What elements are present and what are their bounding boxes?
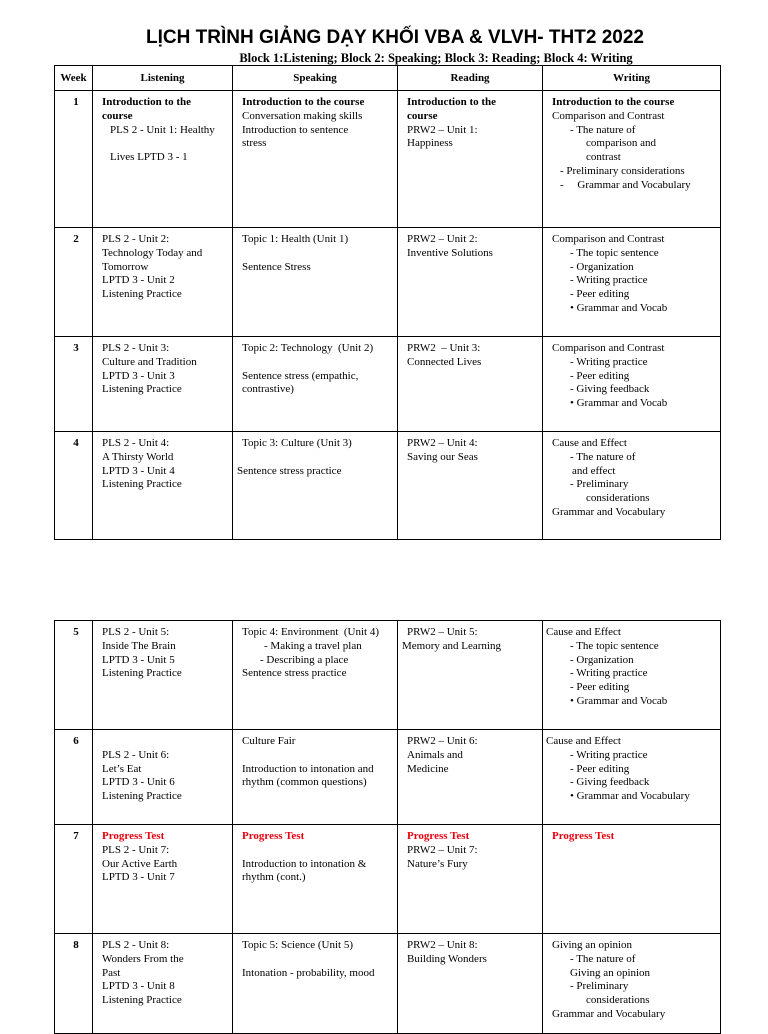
cell-line: comparison and — [586, 137, 656, 150]
cell-line: contrast — [586, 151, 621, 164]
week-number: 2 — [55, 228, 93, 337]
cell-line: course — [407, 109, 438, 122]
cell-line: LPTD 3 - Unit 5 — [102, 653, 175, 666]
week-row-5 — [55, 621, 721, 730]
progress-test-label: Progress Test — [242, 830, 305, 842]
week-row-7 — [55, 825, 721, 934]
cell-line: LPTD 3 - Unit 6 — [102, 776, 175, 789]
header-reading: Reading — [398, 66, 543, 91]
cell-line: Topic 5: Science (Unit 5) — [242, 939, 354, 951]
cell-line: Introduction to the — [102, 96, 192, 108]
cell-line: and effect — [572, 464, 616, 477]
cell-line: Conversation making skills — [242, 109, 363, 122]
cell-line: Inventive Solutions — [407, 246, 493, 259]
cell-line: PLS 2 - Unit 7: — [102, 843, 170, 856]
cell-line: LPTD 3 - Unit 2 — [102, 274, 175, 287]
listening-cell — [93, 934, 233, 1034]
speaking-cell — [233, 228, 398, 337]
cell-line: LPTD 3 - Unit 4 — [102, 464, 175, 477]
listening-cell — [93, 730, 233, 825]
cell-line: Grammar and Vocabulary — [552, 505, 666, 518]
listening-cell — [93, 228, 233, 337]
schedule-table-2 — [54, 620, 721, 1034]
cell-line: Intonation - probability, mood — [242, 966, 375, 979]
cell-line: Sentence stress practice — [237, 464, 342, 477]
cell-line: Listening Practice — [102, 667, 182, 680]
week-row-3 — [55, 337, 721, 432]
week-number: 1 — [55, 91, 93, 228]
cell-line: • Grammar and Vocab — [570, 397, 668, 410]
reading-cell — [398, 934, 543, 1034]
cell-line: Culture Fair — [242, 735, 296, 747]
reading-cell — [398, 432, 543, 540]
cell-line: LPTD 3 - Unit 7 — [102, 871, 175, 884]
writing-cell — [543, 730, 721, 825]
writing-cell — [543, 934, 721, 1034]
progress-test-label: Progress Test — [102, 830, 165, 842]
cell-line: Sentence stress (empathic, — [242, 369, 359, 382]
cell-line: considerations — [586, 994, 650, 1007]
cell-line: Cause and Effect — [546, 735, 621, 747]
cell-line: Listening Practice — [102, 383, 182, 396]
cell-line: Our Active Earth — [102, 857, 178, 870]
week-row-2 — [55, 228, 721, 337]
speaking-cell — [233, 621, 398, 730]
cell-line: PRW2 – Unit 5: — [407, 626, 478, 638]
cell-line: PRW2 – Unit 1: — [407, 123, 478, 136]
cell-line: - Preliminary — [570, 980, 629, 993]
speaking-cell — [233, 730, 398, 825]
cell-line: Medicine — [407, 762, 449, 775]
cell-line: • Grammar and Vocabulary — [570, 790, 690, 803]
cell-line: rhythm (common questions) — [242, 776, 367, 789]
cell-line: - The nature of — [570, 123, 636, 136]
cell-line: Culture and Tradition — [102, 355, 197, 368]
cell-line: Introduction to sentence — [242, 123, 349, 136]
speaking-cell — [233, 91, 398, 228]
cell-line: - Grammar and Vocabulary — [560, 178, 691, 191]
cell-line: Tomorrow — [102, 260, 149, 273]
speaking-cell — [233, 432, 398, 540]
progress-test-label: Progress Test — [407, 830, 470, 842]
cell-line: - Preliminary considerations — [560, 164, 685, 177]
cell-line: Giving an opinion — [570, 966, 651, 979]
cell-line: Introduction to the course — [242, 96, 365, 108]
cell-line: Topic 1: Health (Unit 1) — [242, 233, 349, 245]
block-legend: Block 1:Listening; Block 2: Speaking; Block 3: Reading; Block 4: Writing — [239, 51, 633, 65]
cell-line: PLS 2 - Unit 4: — [102, 437, 170, 449]
listening-cell — [93, 91, 233, 228]
week-number: 7 — [55, 825, 93, 934]
cell-line: - Giving feedback — [570, 776, 650, 789]
week-number: 8 — [55, 934, 93, 1034]
progress-test-label: Progress Test — [552, 830, 615, 842]
writing-cell — [543, 621, 721, 730]
cell-line: Comparison and Contrast — [552, 342, 665, 354]
cell-line: Saving our Seas — [407, 450, 478, 463]
week-row-8 — [55, 934, 721, 1034]
cell-line: Inside The Brain — [102, 639, 176, 652]
header-writing: Writing — [543, 66, 721, 91]
writing-cell — [543, 825, 721, 934]
week-number: 6 — [55, 730, 93, 825]
cell-line: - Writing practice — [570, 667, 648, 680]
reading-cell — [398, 621, 543, 730]
cell-line: Topic 2: Technology (Unit 2) — [242, 342, 374, 354]
cell-line: PLS 2 - Unit 6: — [102, 748, 170, 761]
cell-line: Introduction to intonation and — [242, 762, 374, 775]
cell-line: Lives LPTD 3 - 1 — [110, 151, 188, 164]
cell-line: Topic 4: Environment (Unit 4) — [242, 626, 380, 638]
document-title: LỊCH TRÌNH GIẢNG DẠY KHỐI VBA & VLVH- THT2 2022 — [146, 27, 644, 48]
writing-cell — [543, 228, 721, 337]
cell-line: PRW2 – Unit 7: — [407, 843, 478, 856]
cell-line: - Organization — [570, 653, 634, 666]
cell-line: PLS 2 - Unit 8: — [102, 939, 170, 951]
cell-line: Listening Practice — [102, 994, 182, 1007]
cell-line: stress — [242, 137, 267, 150]
writing-cell — [543, 432, 721, 540]
cell-line: LPTD 3 - Unit 3 — [102, 369, 175, 382]
cell-line: Listening Practice — [102, 790, 182, 803]
cell-line: - Peer editing — [570, 369, 630, 382]
cell-line: considerations — [586, 492, 650, 505]
listening-cell — [93, 621, 233, 730]
week-row-4 — [55, 432, 721, 540]
cell-line: Let’s Eat — [102, 762, 142, 775]
cell-line: - Peer editing — [570, 762, 630, 775]
cell-line: course — [102, 109, 133, 122]
header-row — [55, 66, 721, 91]
header-week: Week — [55, 66, 93, 91]
cell-line: Wonders From the — [102, 952, 184, 965]
cell-line: Comparison and Contrast — [552, 233, 665, 245]
listening-cell — [93, 337, 233, 432]
reading-cell — [398, 91, 543, 228]
cell-line: A Thirsty World — [102, 450, 174, 463]
cell-line: Connected Lives — [407, 355, 482, 368]
cell-line: PLS 2 - Unit 2: — [102, 233, 170, 245]
reading-cell — [398, 337, 543, 432]
listening-cell — [93, 432, 233, 540]
cell-line: - Writing practice — [570, 274, 648, 287]
speaking-cell — [233, 337, 398, 432]
cell-line: Topic 3: Culture (Unit 3) — [242, 437, 352, 449]
week-row-6 — [55, 730, 721, 825]
writing-cell — [543, 91, 721, 228]
cell-line: Animals and — [407, 748, 463, 761]
cell-line: PRW2 – Unit 4: — [407, 437, 478, 449]
week-row-1 — [55, 91, 721, 228]
cell-line: PLS 2 - Unit 5: — [102, 626, 170, 638]
cell-line: Introduction to intonation & — [242, 857, 367, 870]
cell-line: PLS 2 - Unit 1: Healthy — [110, 123, 215, 136]
cell-line: - Preliminary — [570, 478, 629, 491]
cell-line: Happiness — [407, 137, 453, 150]
cell-line: Listening Practice — [102, 478, 182, 491]
listening-cell — [93, 825, 233, 934]
cell-line: - Peer editing — [570, 288, 630, 301]
cell-line: Introduction to the course — [552, 96, 675, 108]
cell-line: rhythm (cont.) — [242, 871, 306, 884]
cell-line: - The topic sentence — [570, 639, 659, 652]
cell-line: contrastive) — [242, 383, 294, 396]
cell-line: Technology Today and — [102, 246, 203, 259]
cell-line: - The topic sentence — [570, 246, 659, 259]
cell-line: PLS 2 - Unit 3: — [102, 342, 170, 354]
cell-line: - Describing a place — [260, 653, 349, 666]
writing-cell — [543, 337, 721, 432]
header-speaking: Speaking — [233, 66, 398, 91]
cell-line: - The nature of — [570, 450, 636, 463]
cell-line: • Grammar and Vocab — [570, 694, 668, 707]
schedule-table-1 — [54, 65, 721, 540]
cell-line: Building Wonders — [407, 952, 487, 965]
cell-line: Sentence Stress — [242, 260, 311, 273]
cell-line: - Writing practice — [570, 748, 648, 761]
cell-line: Memory and Learning — [402, 639, 501, 652]
cell-line: Cause and Effect — [546, 626, 621, 638]
cell-line: - Making a travel plan — [264, 639, 362, 652]
cell-line: PRW2 – Unit 3: — [407, 342, 481, 354]
cell-line: - Organization — [570, 260, 634, 273]
reading-cell — [398, 825, 543, 934]
cell-line: Nature’s Fury — [407, 857, 468, 870]
cell-line: - Giving feedback — [570, 383, 650, 396]
cell-line: - The nature of — [570, 952, 636, 965]
cell-line: Cause and Effect — [552, 437, 627, 449]
week-number: 3 — [55, 337, 93, 432]
week-number: 4 — [55, 432, 93, 540]
cell-line: Listening Practice — [102, 288, 182, 301]
week-number: 5 — [55, 621, 93, 730]
speaking-cell — [233, 825, 398, 934]
cell-line: Introduction to the — [407, 96, 497, 108]
cell-line: Past — [102, 966, 121, 979]
reading-cell — [398, 228, 543, 337]
cell-line: LPTD 3 - Unit 8 — [102, 980, 175, 993]
cell-line: • Grammar and Vocab — [570, 301, 668, 314]
reading-cell — [398, 730, 543, 825]
cell-line: - Writing practice — [570, 355, 648, 368]
header-listening: Listening — [93, 66, 233, 91]
cell-line: Sentence stress practice — [242, 667, 347, 680]
cell-line: Comparison and Contrast — [552, 109, 665, 122]
cell-line: Giving an opinion — [552, 939, 633, 951]
cell-line: PRW2 – Unit 8: — [407, 939, 478, 951]
cell-line: Grammar and Vocabulary — [552, 1007, 666, 1020]
cell-line: PRW2 – Unit 6: — [407, 735, 478, 747]
cell-line: PRW2 – Unit 2: — [407, 233, 478, 245]
cell-line: - Peer editing — [570, 681, 630, 694]
speaking-cell — [233, 934, 398, 1034]
